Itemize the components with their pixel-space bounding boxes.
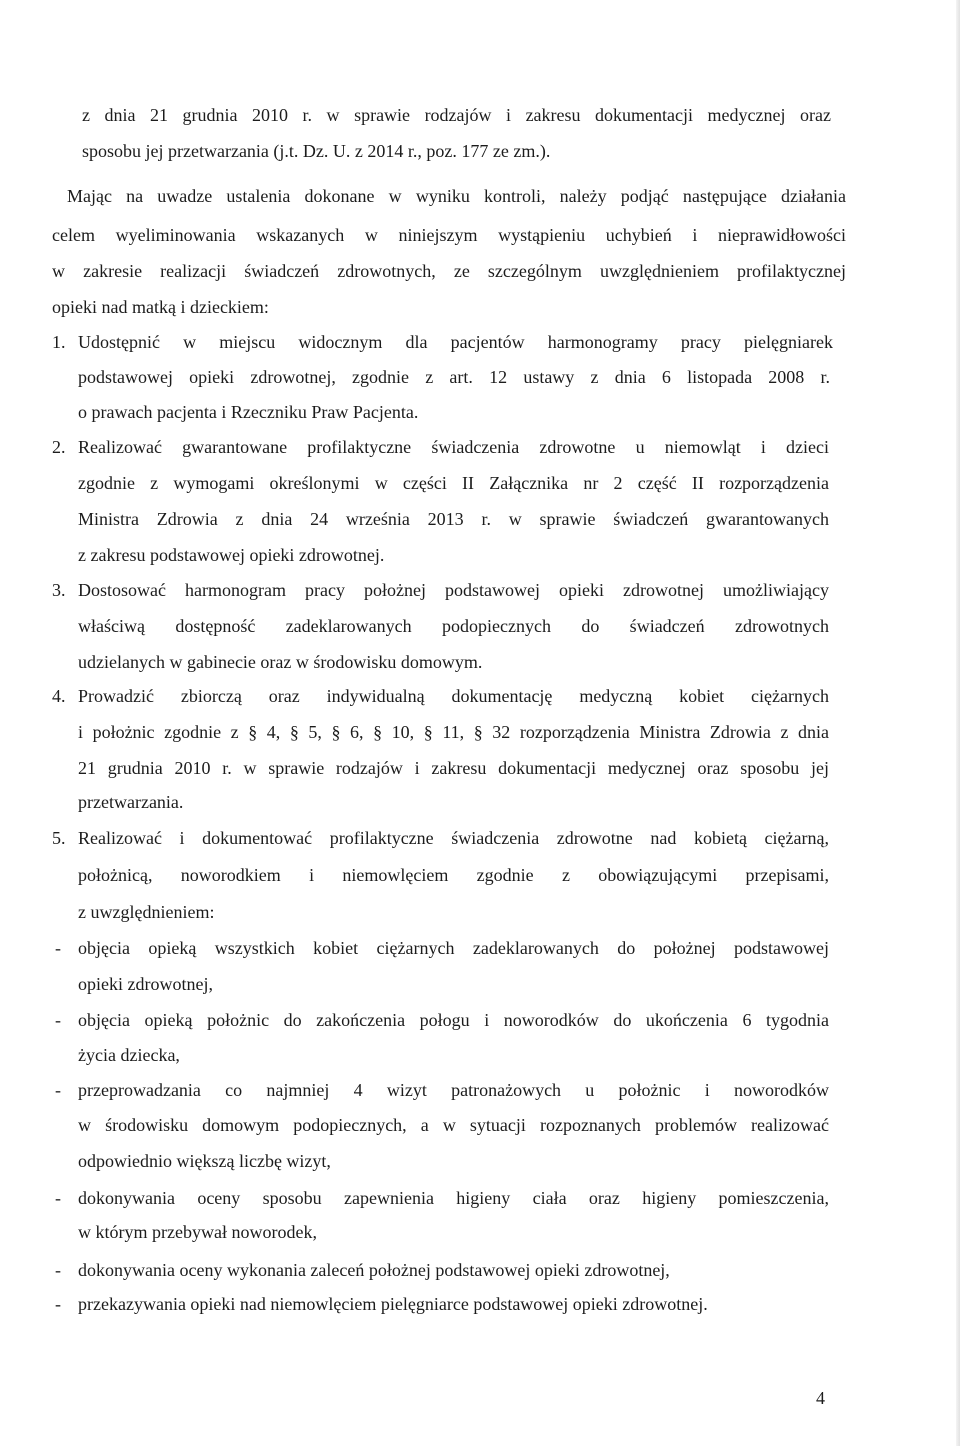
list-item-line: udzielanych w gabinecie oraz w środowisku domowym. [78, 652, 483, 672]
bullet-line: w którym przebywał noworodek, [78, 1222, 317, 1242]
list-item-number: 3. [52, 580, 66, 600]
list-item-number: 5. [52, 828, 66, 848]
bullet-dash: - [55, 1010, 61, 1030]
bullet-line: dokonywania oceny wykonania zaleceń położnej podstawowej opieki zdrowotnej, [78, 1260, 670, 1280]
list-item-line: Realizować gwarantowane profilaktyczne świadczenia zdrowotne u niemowląt i dzieci [78, 437, 829, 457]
bullet-dash: - [55, 1188, 61, 1208]
list-item-line: 21 grudnia 2010 r. w sprawie rodzajów i zakresu dokumentacji medycznej oraz sposobu jej [78, 758, 829, 778]
list-item-line: właściwą dostępność zadeklarowanych podopiecznych do świadczeń zdrowotnych [78, 616, 829, 636]
bullet-dash: - [55, 1080, 61, 1100]
list-item-line: Ministra Zdrowia z dnia 24 września 2013 r. w sprawie świadczeń gwarantowanych [78, 509, 829, 529]
bullet-line: przeprowadzania co najmniej 4 wizyt patronażowych u położnic i noworodków [78, 1080, 829, 1100]
paragraph-line: Mając na uwadze ustalenia dokonane w wyniku kontroli, należy podjąć następujące działania [67, 186, 846, 206]
list-item-line: przetwarzania. [78, 792, 184, 812]
bullet-line: opieki zdrowotnej, [78, 974, 213, 994]
list-item-line: podstawowej opieki zdrowotnej, zgodnie z art. 12 ustawy z dnia 6 listopada 2008 r. [78, 367, 830, 387]
bullet-line: życia dziecka, [78, 1045, 180, 1065]
list-item-line: zgodnie z wymogami określonymi w części II Załącznika nr 2 część II rozporządzenia [78, 473, 829, 493]
list-item-number: 1. [52, 332, 66, 352]
list-item-line: z uwzględnieniem: [78, 902, 215, 922]
list-item-line: z zakresu podstawowej opieki zdrowotnej. [78, 545, 385, 565]
bullet-line: objęcia opieką wszystkich kobiet ciężarnych zadeklarowanych do położnej podstawowej [78, 938, 829, 958]
page-edge-shadow [956, 0, 960, 1446]
list-item-line: położnicą, noworodkiem i niemowlęciem zgodnie z obowiązującymi przepisami, [78, 865, 829, 885]
intro-line: z dnia 21 grudnia 2010 r. w sprawie rodzajów i zakresu dokumentacji medycznej oraz [82, 105, 831, 125]
paragraph-line: w zakresie realizacji świadczeń zdrowotnych, ze szczególnym uwzględnieniem profilaktycznej [52, 261, 846, 281]
list-item-number: 4. [52, 686, 66, 706]
list-item-line: o prawach pacjenta i Rzeczniku Praw Pacjenta. [78, 402, 419, 422]
bullet-dash: - [55, 1260, 61, 1280]
bullet-line: przekazywania opieki nad niemowlęciem pielęgniarce podstawowej opieki zdrowotnej. [78, 1294, 708, 1314]
bullet-line: objęcia opieką położnic do zakończenia połogu i noworodków do ukończenia 6 tygodnia [78, 1010, 829, 1030]
bullet-dash: - [55, 1294, 61, 1314]
list-item-line: Dostosować harmonogram pracy położnej podstawowej opieki zdrowotnej umożliwiający [78, 580, 829, 600]
bullet-line: odpowiednio większą liczbę wizyt, [78, 1151, 331, 1171]
page-number: 4 [816, 1388, 825, 1408]
bullet-dash: - [55, 938, 61, 958]
paragraph-line: opieki nad matką i dzieckiem: [52, 297, 269, 317]
list-item-line: i położnic zgodnie z § 4, § 5, § 6, § 10, § 11, § 32 rozporządzenia Ministra Zdrowia z dnia [78, 722, 829, 742]
list-item-line: Prowadzić zbiorczą oraz indywidualną dokumentację medyczną kobiet ciężarnych [78, 686, 829, 706]
bullet-line: w środowisku domowym podopiecznych, a w sytuacji rozpoznanych problemów realizować [78, 1115, 829, 1135]
list-item-line: Udostępnić w miejscu widocznym dla pacjentów harmonogramy pracy pielęgniarek [78, 332, 833, 352]
intro-line: sposobu jej przetwarzania (j.t. Dz. U. z 2014 r., poz. 177 ze zm.). [82, 141, 551, 161]
bullet-line: dokonywania oceny sposobu zapewnienia higieny ciała oraz higieny pomieszczenia, [78, 1188, 829, 1208]
paragraph-line: celem wyeliminowania wskazanych w niniejszym wystąpieniu uchybień i nieprawidłowości [52, 225, 846, 245]
list-item-line: Realizować i dokumentować profilaktyczne świadczenia zdrowotne nad kobietą ciężarną, [78, 828, 829, 848]
list-item-number: 2. [52, 437, 66, 457]
